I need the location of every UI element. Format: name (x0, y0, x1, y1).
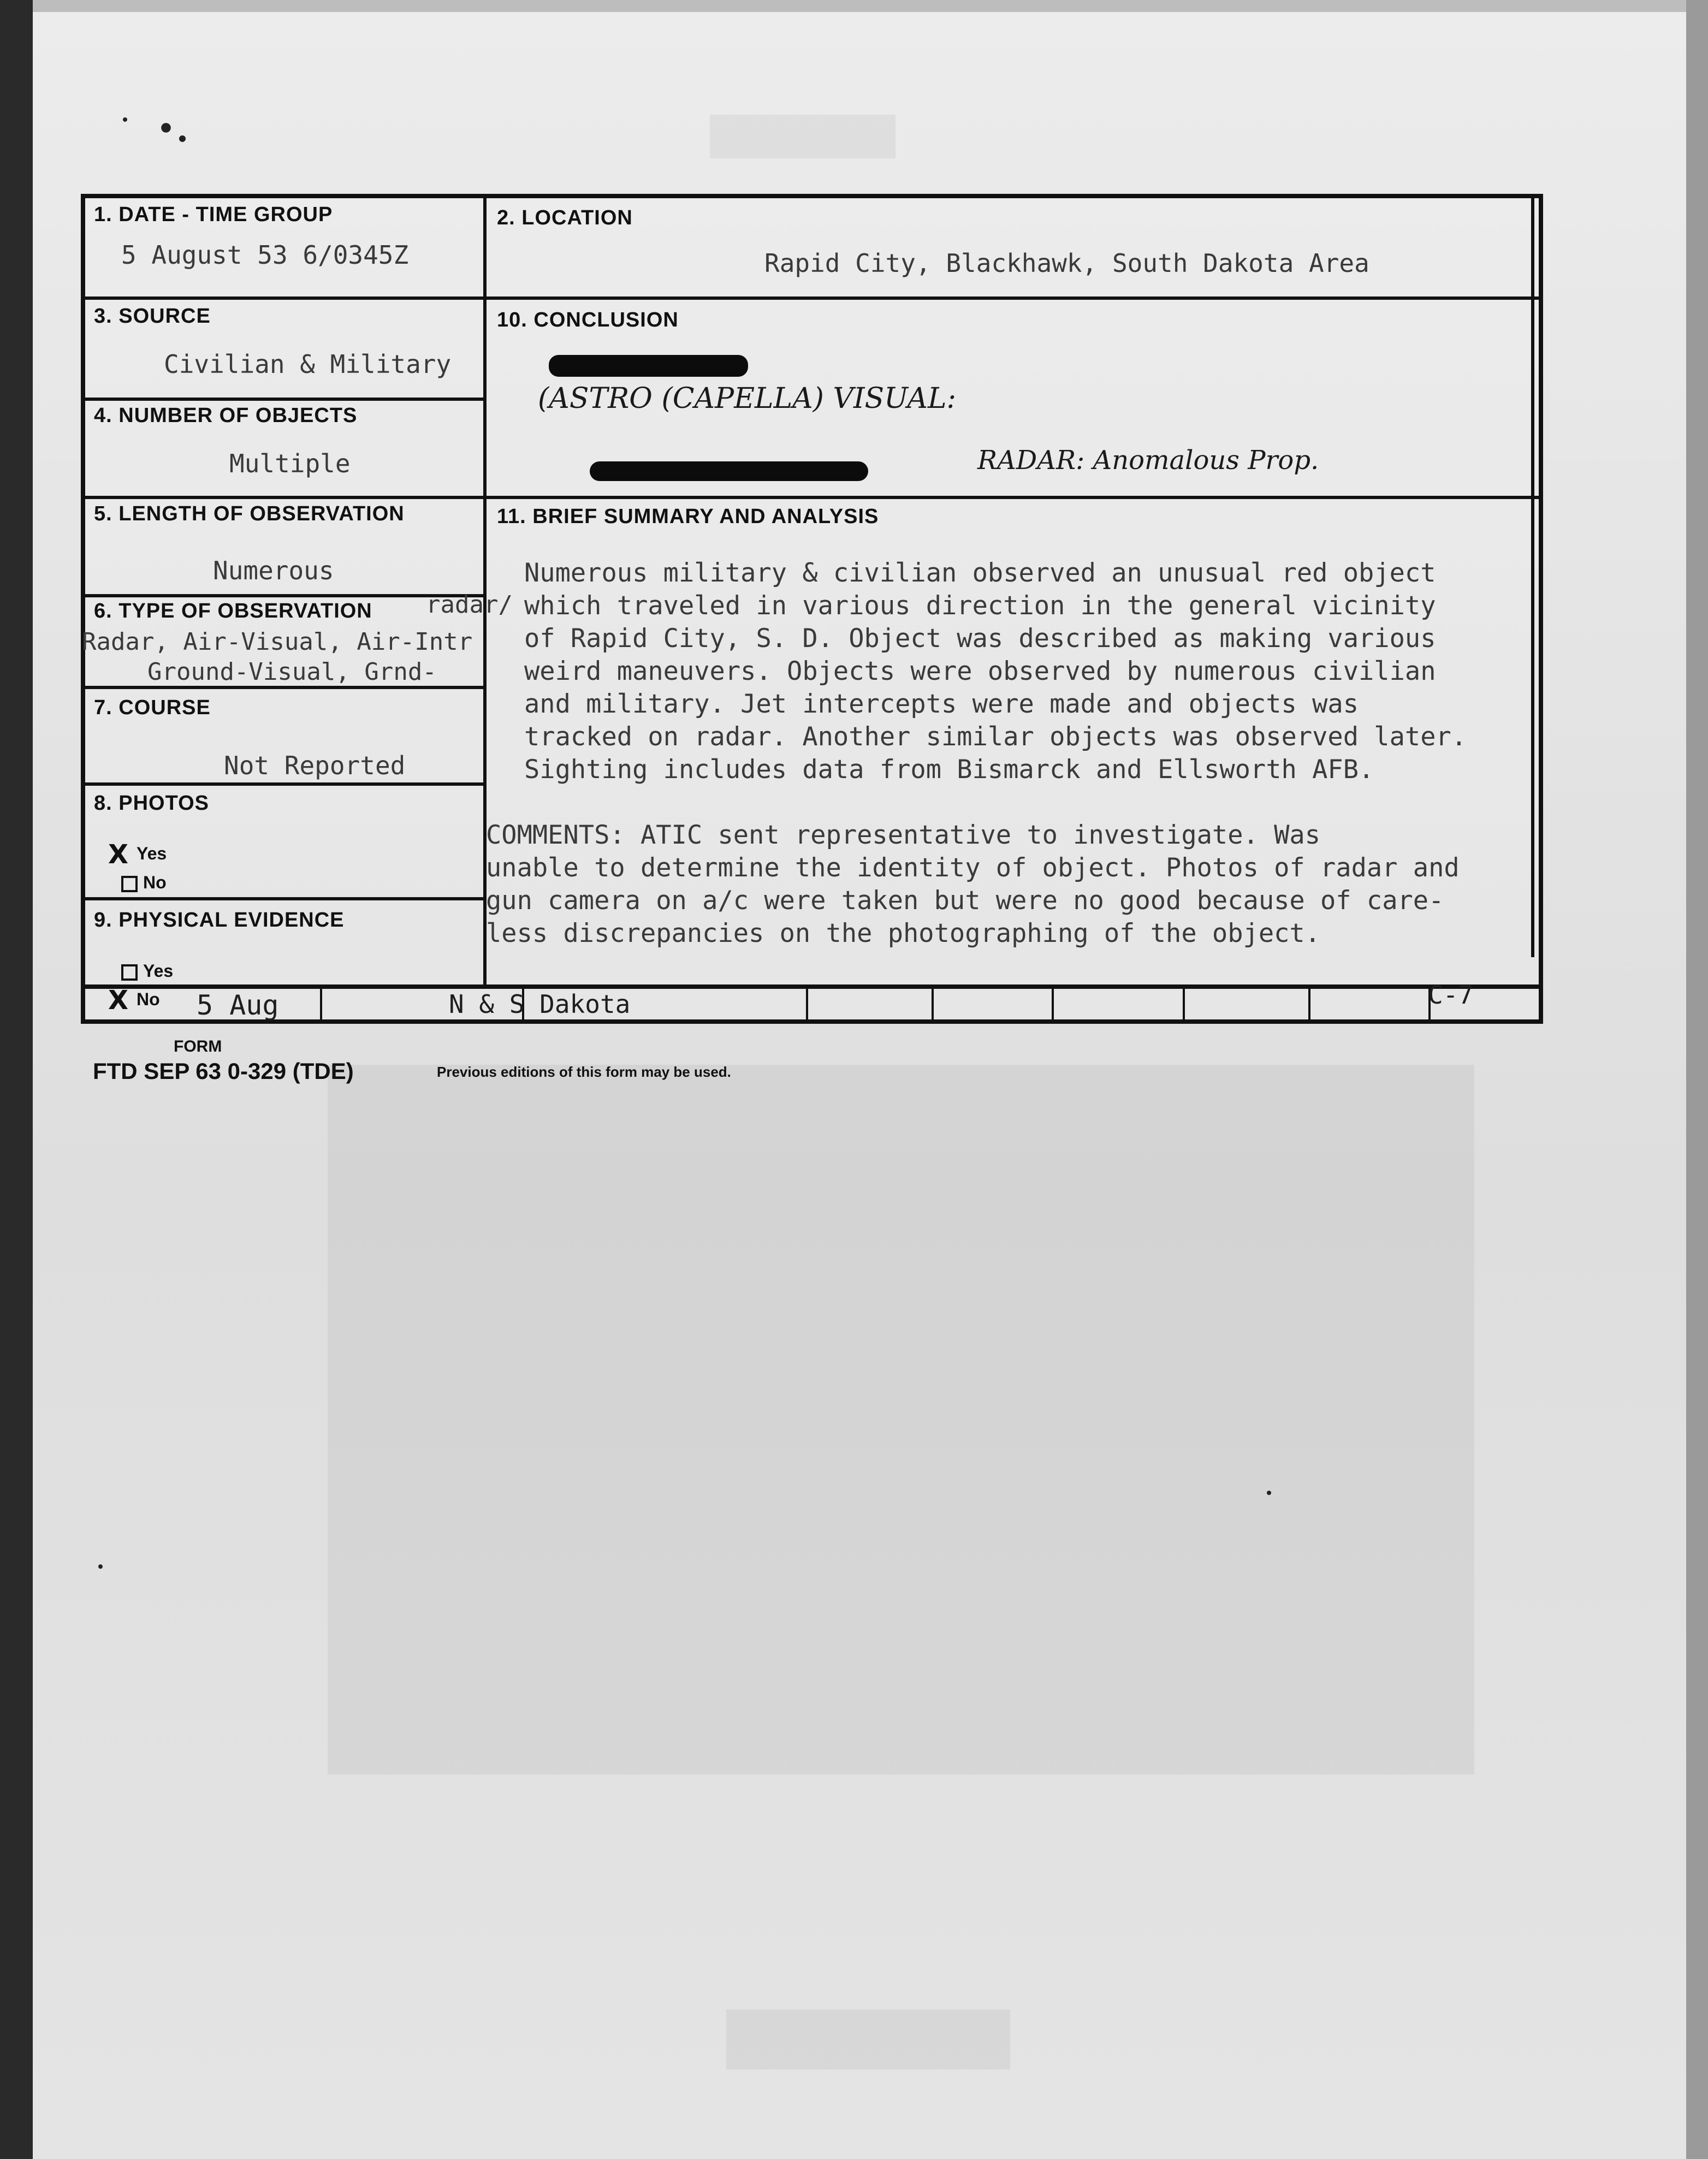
summary-line: of Rapid City, S. D. Object was described as making various (524, 624, 1436, 654)
scan-speck (123, 117, 127, 122)
comments-line: COMMENTS: ATIC sent representative to investigate. Was (486, 820, 1321, 850)
summary-line: weird maneuvers. Objects were observed by numerous civilian (524, 656, 1436, 686)
comments-line: less discrepancies on the photographing of the object. (486, 918, 1321, 948)
empty-box-icon (121, 876, 138, 892)
conclusion-visual-handwritten: (ASTRO (CAPELLA) VISUAL: (538, 382, 957, 415)
physical-evidence-label: 9. PHYSICAL EVIDENCE (94, 909, 345, 932)
summary-label: 11. BRIEF SUMMARY AND ANALYSIS (497, 505, 879, 528)
summary-text (524, 557, 1540, 786)
index-location: N & S Dakota (449, 989, 631, 1019)
row-divider (85, 398, 483, 401)
physical-no-option (105, 989, 160, 1010)
type-observation-label: 6. TYPE OF OBSERVATION (94, 600, 372, 622)
row-divider (85, 897, 483, 900)
comments-line: unable to determine the identity of object. Photos of radar and (486, 853, 1460, 883)
date-time-value: 5 August 53 6/0345Z (121, 240, 409, 270)
index-divider (932, 984, 934, 1024)
row-divider (85, 782, 483, 786)
scan-speck (161, 123, 171, 133)
empty-box-icon (121, 964, 138, 981)
bleed-through-text-area (328, 1065, 1474, 1775)
length-observation-value: Numerous (213, 556, 334, 585)
comments-line: gun camera on a/c were taken but were no good because of care- (486, 886, 1444, 916)
index-divider (320, 984, 322, 1024)
scan-edge-top (0, 0, 1708, 12)
bleed-through-stamp (726, 2009, 1010, 2069)
index-divider (806, 984, 808, 1024)
index-divider (1183, 984, 1185, 1024)
index-date: 5 Aug (197, 989, 279, 1021)
footer-note: Previous editions of this form may be used. (437, 1064, 731, 1080)
source-value: Civilian & Military (164, 349, 452, 379)
scan-speck (179, 135, 186, 142)
scan-edge-right (1686, 0, 1708, 2159)
index-divider (1052, 984, 1054, 1024)
redaction-bar (549, 355, 748, 377)
scan-speck (1267, 1491, 1271, 1495)
source-label: 3. SOURCE (94, 305, 211, 328)
length-observation-label: 5. LENGTH OF OBSERVATION (94, 502, 405, 525)
row-divider (85, 496, 1543, 499)
row-divider (85, 594, 483, 597)
index-code: C-7 (1428, 980, 1474, 1010)
summary-line: Numerous military & civilian observed an unusual red object (524, 558, 1436, 588)
photos-yes-text: Yes (137, 844, 167, 863)
type-observation-margin-note: radar/ (426, 591, 513, 619)
photos-no-text: No (143, 873, 167, 892)
type-observation-value-line1: Radar, Air-Visual, Air-Intr (82, 628, 473, 656)
physical-yes-option (121, 961, 173, 981)
index-divider (1308, 984, 1310, 1024)
summary-line: and military. Jet intercepts were made and objects was (524, 689, 1359, 719)
type-observation-value-line2: Ground-Visual, Grnd- (147, 658, 437, 686)
date-time-label: 1. DATE - TIME GROUP (94, 203, 333, 226)
summary-line: tracked on radar. Another similar objects was observed later. (524, 722, 1467, 752)
row-divider (85, 686, 483, 689)
checked-box-icon (105, 846, 131, 864)
checked-box-icon (105, 992, 131, 1010)
bleed-through-mark (710, 115, 895, 158)
footer-form-id: FTD SEP 63 0-329 (TDE) (93, 1058, 354, 1084)
photos-label: 8. PHOTOS (94, 792, 210, 815)
number-objects-label: 4. NUMBER OF OBJECTS (94, 404, 358, 427)
comments-text (486, 819, 1556, 950)
location-label: 2. LOCATION (497, 206, 633, 229)
number-objects-value: Multiple (229, 449, 351, 478)
physical-no-text: No (137, 989, 160, 1009)
photos-no-option (121, 873, 167, 893)
location-value: Rapid City, Blackhawk, South Dakota Area (764, 248, 1369, 278)
summary-line: which traveled in various direction in the general vicinity (524, 591, 1436, 621)
course-value: Not Reported (224, 751, 406, 780)
photos-yes-option (105, 844, 167, 864)
footer-form-word: FORM (174, 1037, 222, 1055)
index-strip-top (85, 984, 1543, 989)
scan-edge-left (0, 0, 33, 2159)
redaction-bar (590, 461, 868, 481)
summary-line: Sighting includes data from Bismarck and Ellsworth AFB. (524, 755, 1374, 785)
course-label: 7. COURSE (94, 696, 211, 719)
scan-speck (98, 1564, 103, 1569)
conclusion-radar-handwritten: RADAR: Anomalous Prop. (977, 445, 1319, 476)
physical-yes-text: Yes (143, 961, 174, 981)
row-divider (85, 296, 1543, 300)
conclusion-label: 10. CONCLUSION (497, 309, 679, 331)
